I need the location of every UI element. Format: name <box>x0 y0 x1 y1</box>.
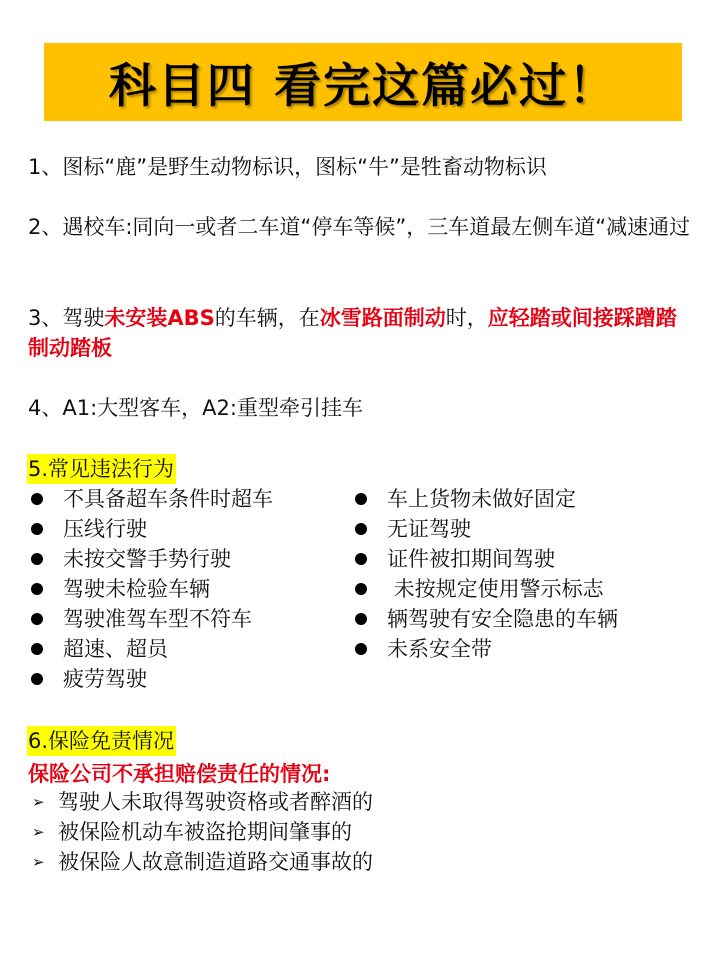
arrowhead-icon: ➢ <box>32 793 45 811</box>
point-3-text: 3、驾驶 <box>28 306 105 330</box>
point-3-emphasis-ice: 冰雪路面制动 <box>319 306 446 330</box>
list-item <box>31 514 273 544</box>
insurance-subheading: 保险公司不承担赔偿责任的情况: <box>28 762 331 786</box>
violations-list-right <box>355 484 618 664</box>
bullet-icon <box>31 613 43 625</box>
list-item-label: 未按交警手势行驶 <box>63 547 231 571</box>
bullet-icon <box>355 493 367 505</box>
list-item <box>32 817 373 847</box>
bullet-icon <box>31 583 43 595</box>
point-3 <box>28 303 692 363</box>
list-item <box>355 484 618 514</box>
list-item-label: 不具备超车条件时超车 <box>63 487 273 511</box>
point-3-text: 时， <box>445 306 488 330</box>
insurance-exemptions-list <box>32 787 373 877</box>
list-item <box>355 634 618 664</box>
list-item-label: 疲劳驾驶 <box>63 667 147 691</box>
bullet-icon <box>31 673 43 685</box>
bullet-icon <box>355 613 367 625</box>
bullet-icon <box>31 493 43 505</box>
list-item-label: 未系安全带 <box>387 637 492 661</box>
point-3-text: 的车辆，在 <box>214 306 320 330</box>
bullet-icon <box>31 523 43 535</box>
list-item <box>31 484 273 514</box>
bullet-icon <box>31 643 43 655</box>
arrowhead-icon: ➢ <box>32 853 45 871</box>
bullet-icon <box>355 523 367 535</box>
list-item <box>31 574 273 604</box>
bullet-icon <box>355 553 367 565</box>
list-item <box>31 604 273 634</box>
section-5-heading: 5.常见违法行为 <box>27 454 176 484</box>
list-item <box>355 544 618 574</box>
list-item-label: 驾驶未检验车辆 <box>63 577 210 601</box>
list-item-label: 驾驶人未取得驾驶资格或者醉酒的 <box>58 790 373 814</box>
list-item-label: 压线行驶 <box>63 517 147 541</box>
list-item-label: 未按规定使用警示标志 <box>387 577 604 601</box>
list-item-label: 被保险机动车被盗抢期间肇事的 <box>58 820 352 844</box>
list-item <box>31 544 273 574</box>
point-1: 1、图标“鹿”是野生动物标识，图标“牛”是牲畜动物标识 <box>28 155 547 179</box>
point-3-emphasis-abs: 未安装ABS <box>104 306 215 330</box>
bullet-icon <box>31 553 43 565</box>
violations-list-left <box>31 484 273 694</box>
list-item-label: 证件被扣期间驾驶 <box>387 547 555 571</box>
list-item <box>355 514 618 544</box>
list-item-label: 无证驾驶 <box>387 517 471 541</box>
list-item <box>355 574 618 604</box>
title-banner <box>44 43 682 121</box>
page-title: 科目四 看完这篇必过！ <box>108 58 618 114</box>
list-item-label: 被保险人故意制造道路交通事故的 <box>58 850 373 874</box>
arrowhead-icon: ➢ <box>32 823 45 841</box>
point-2: 2、遇校车:同向一或者二车道“停车等候”，三车道最左侧车道“减速通过 <box>28 215 691 239</box>
list-item <box>31 634 273 664</box>
bullet-icon <box>355 583 367 595</box>
list-item <box>32 787 373 817</box>
list-item-label: 驾驶准驾车型不符车 <box>63 607 252 631</box>
list-item <box>31 664 273 694</box>
bullet-icon <box>355 643 367 655</box>
list-item-label: 车上货物未做好固定 <box>387 487 576 511</box>
point-3-emphasis-pedal: 应轻踏或间接踩蹭踏制动踏板 <box>28 306 677 360</box>
list-item <box>32 847 373 877</box>
section-6-heading: 6.保险免责情况 <box>27 726 176 756</box>
list-item <box>355 604 618 634</box>
list-item-label: 超速、超员 <box>63 637 168 661</box>
list-item-label: 辆驾驶有安全隐患的车辆 <box>387 607 618 631</box>
point-4: 4、A1:大型客车，A2:重型牵引挂车 <box>28 396 363 420</box>
